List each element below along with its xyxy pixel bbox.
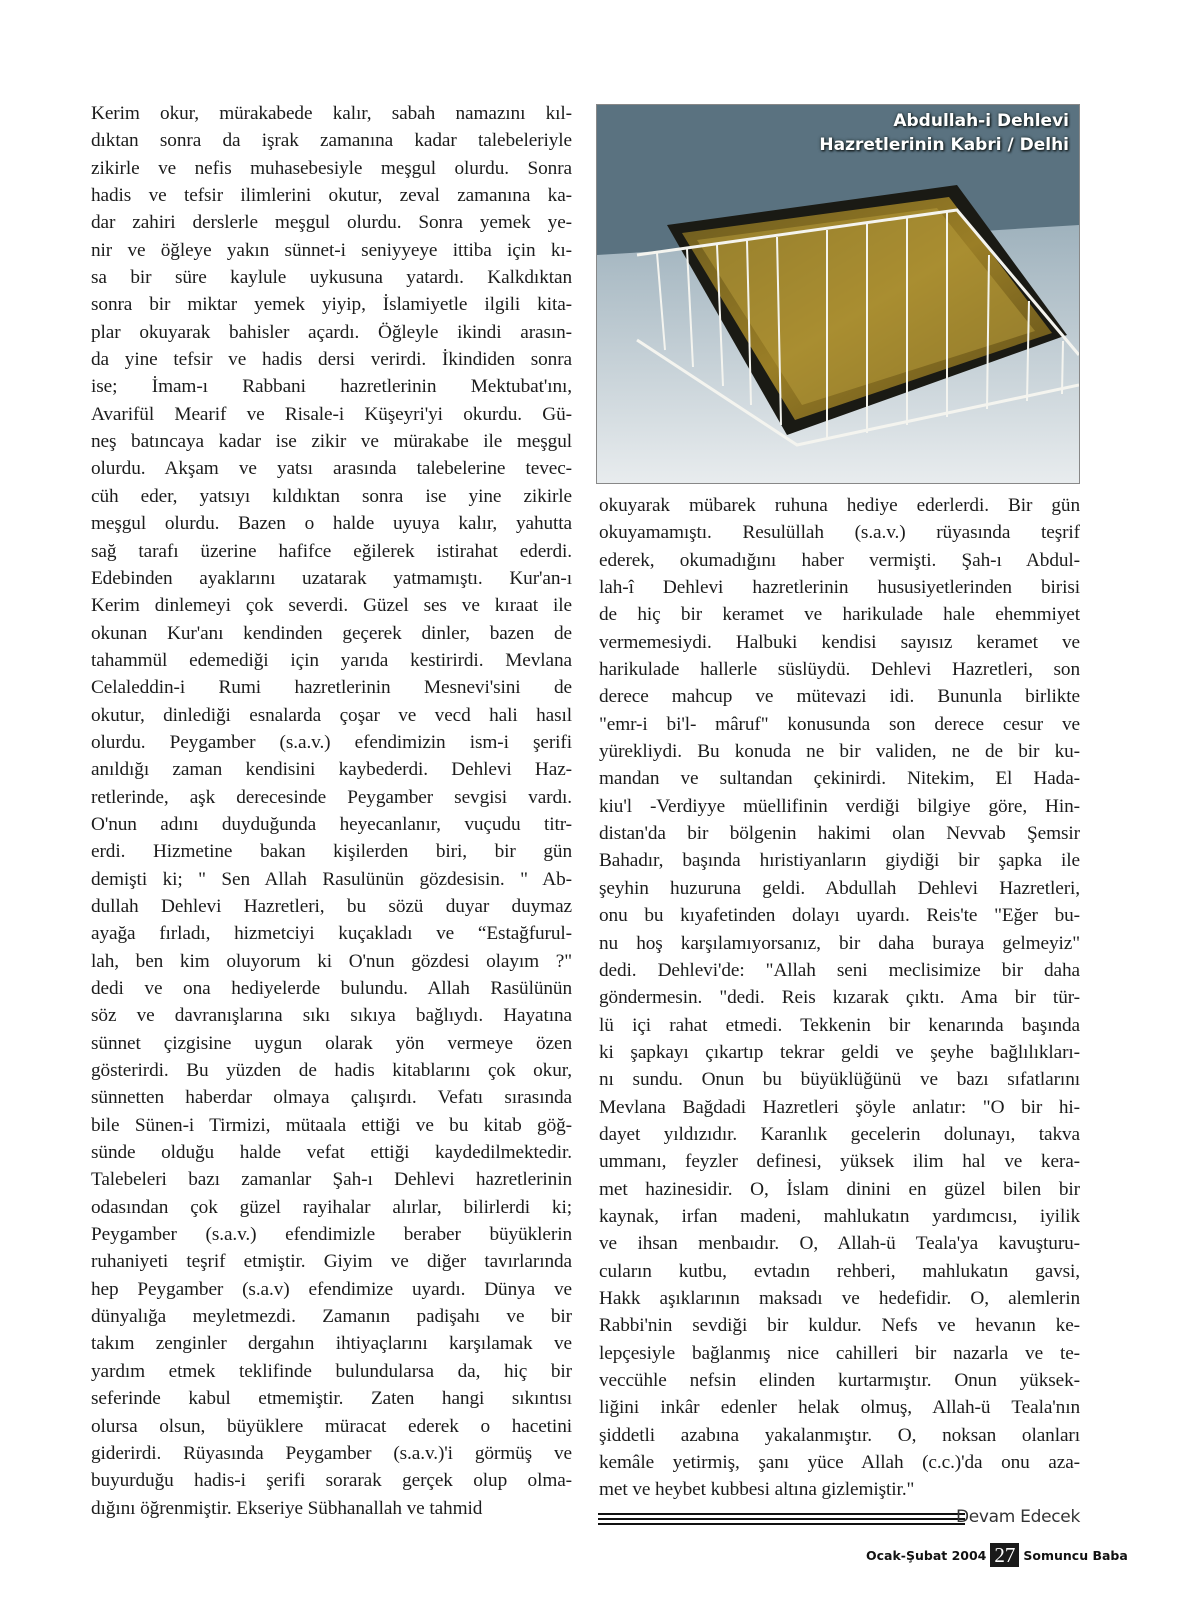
magazine-name: Somuncu Baba: [1023, 1547, 1128, 1563]
text-line: odasından çok güzel rayihalar alırlar, bilirlerdi ki;: [91, 1196, 572, 1218]
text-line: mandan ve sultandan çekinirdi. Nitekim, El Hada-: [599, 768, 1080, 790]
text-line: liğini inkâr edenler helak olmuş, Allah-ü Teala'nın: [599, 1397, 1080, 1419]
text-line: Rabbi'nin sevdiği bir kuldur. Nefs ve hevanın ke-: [599, 1315, 1080, 1337]
article-left-column: [91, 100, 572, 1522]
text-line: lah, ben kim oluyorum ki O'nun gözdesi olayım ?": [91, 950, 572, 972]
divider-rule: [598, 1513, 965, 1515]
text-line: seferinde kabul etmemiştir. Zaten hangi sıkıntısı: [91, 1388, 572, 1410]
text-line: ayağa fırladı, hizmetciyi kuçakladı ve “Estağfurul-: [91, 923, 572, 945]
photo-caption: [819, 109, 1069, 157]
text-line: dedi. Dehlevi'de: "Allah seni meclisimize bir daha: [599, 959, 1080, 981]
text-line: nu hoş karşılamıyorsanız, bir daha buraya gelmeyiz": [599, 932, 1080, 954]
tomb-illustration: [597, 105, 1079, 483]
text-line: Talebeleri bazı zamanlar Şah-ı Dehlevi hazretlerinin: [91, 1169, 572, 1191]
text-line: meşgul olurdu. Bazen o halde uyuya kalır, yahutta: [91, 513, 572, 535]
text-line: Mevlana Bağdadi Hazretleri şöyle anlatır: "O bir hi-: [599, 1096, 1080, 1118]
text-line: ve ihsan menbaıdır. O, Allah-ü Teala'ya kavuşturu-: [599, 1233, 1080, 1255]
text-line: lü içi rahat etmedi. Tekkenin bir kenarında başında: [599, 1014, 1080, 1036]
text-line: okuyarak mübarek ruhuna hediye ederlerdi. Bir gün: [599, 495, 1080, 516]
text-line: lah-î Dehlevi hazretlerinin hususiyetlerinden birisi: [599, 577, 1080, 599]
text-line: tahammül edemediği için yarıda kestirirdi. Mevlana: [91, 649, 572, 671]
text-line: şeyhin huzuruna geldi. Abdullah Dehlevi Hazretleri,: [599, 877, 1080, 899]
text-line: retlerinde, aşk derecesinde Peygamber sevgisi vardı.: [91, 786, 572, 808]
text-line: Kerim okur, mürakabede kalır, sabah namazını kıl-: [91, 103, 572, 124]
text-line: ki şapkayı çıkartıp tekrar geldi ve şeyhe bağlılıkları-: [599, 1041, 1080, 1063]
text-line: söz ve davranışlarına sıkı sıkıya bağlıydı. Hayatına: [91, 1005, 572, 1027]
text-line: zikirle ve nefis muhasebesiyle meşgul olurdu. Sonra: [91, 157, 572, 179]
text-line: dedi ve ona hediyelerde bulundu. Allah Rasülünün: [91, 978, 572, 999]
text-line: takım zenginler dergahın ihtiyaçlarını karşılamak ve: [91, 1333, 572, 1355]
text-line: derece mahcup ve mütevazi idi. Bununla birlikte: [599, 686, 1080, 708]
text-line: harikulade hallerle süslüydü. Dehlevi Hazretleri, son: [599, 659, 1080, 681]
text-line: olursa olsun, büyüklere müracat ederek o hacetini: [91, 1415, 572, 1437]
continued-label: Devam Edecek: [955, 1507, 1080, 1527]
text-line: ederek, okumadığını haber vermişti. Şah-ı Abdul-: [599, 549, 1080, 571]
text-line: veccühle nefsin elinden kurtarmıştır. Onun yüksek-: [599, 1370, 1080, 1391]
issue-date: Ocak-Şubat 2004: [866, 1547, 987, 1563]
text-line: distan'da bir bölgenin hakimi olan Nevvab Şemsir: [599, 823, 1080, 845]
text-line: sa bir süre kaylule uykusuna yatardı. Kalkdıktan: [91, 267, 572, 289]
text-line: bile Sünen-i Tirmizi, mütaala ettiği ve bu kitab göğ-: [91, 1114, 572, 1136]
text-line: dayet yıldızıdır. Karanlık gecelerin dolunayı, takva: [599, 1123, 1080, 1145]
text-line: dar zahiri derslerle meşgul olurdu. Sonra yemek ye-: [91, 212, 572, 234]
text-line: Peygamber (s.a.v.) efendimizle beraber büyüklerin: [91, 1224, 572, 1246]
text-line: vermemesiydi. Halbuki kendisi sayısız keramet ve: [599, 631, 1080, 653]
text-line: kiu'l -Verdiyye müellifinin verdiği bilgiye göre, Hin-: [599, 795, 1080, 817]
text-line: sünnet çizgisine uygun olarak yön vermeye özen: [91, 1032, 572, 1054]
page-footer: [866, 1543, 1128, 1567]
text-line: sünnetten haberdar olmaya çalışırdı. Vefatı sırasında: [91, 1087, 572, 1109]
text-line: kaynak, irfan madeni, mahlukatın yardımcısı, iyilik: [599, 1205, 1080, 1227]
text-line: şiddetli azabına yakalanmıştır. O, noksan olanları: [599, 1424, 1080, 1446]
text-line: dığını öğrenmiştir. Ekseriye Sübhanallah ve tahmid: [91, 1497, 483, 1519]
continued-marker: [598, 1507, 1080, 1531]
text-line: gösterirdi. Bu yüzden de hadis kitablarını çok okur,: [91, 1060, 572, 1082]
text-line: dıktan sonra da işrak zamanına kadar talebeleriyle: [91, 130, 572, 152]
text-line: ummanı, feyzler definesi, yüksek ilim hal ve kera-: [599, 1151, 1080, 1173]
text-line: sünde olduğu halde vefat ettiği kaydedilmektedir.: [91, 1142, 572, 1164]
page-number: 27: [990, 1543, 1019, 1567]
text-line: dünyalığa meyletmezdi. Zamanın padişahı ve bir: [91, 1306, 572, 1328]
text-line: lepçesiyle bağlanmış nice cahilleri bir nazarla ve te-: [599, 1342, 1080, 1364]
text-line: "emr-i bi'l- mâruf" konusunda son derece cesur ve: [599, 713, 1080, 735]
text-line: olurdu. Akşam ve yatsı arasında talebelerine tevec-: [91, 458, 572, 480]
text-line: sağ tarafı üzerine hafifce eğilerek istirahat ederdi.: [91, 540, 572, 562]
text-line: Kerim dinlemeyi çok severdi. Güzel ses ve kıraat ile: [91, 595, 572, 617]
text-line: cüh eder, yatsıyı kıldıktan sonra ise yine zikirle: [91, 485, 572, 507]
text-line: ise; İmam-ı Rabbani hazretlerinin Mektubat'ını,: [91, 376, 572, 398]
text-line: Avarifül Mearif ve Risale-i Küşeyri'yi okurdu. Gü-: [91, 403, 572, 425]
text-line: hadis ve tefsir ilimlerini okutur, zeval zamanına ka-: [91, 185, 572, 207]
text-line: Edebinden ayaklarını uzatarak yatmamıştı. Kur'an-ı: [91, 567, 572, 589]
text-line: erdi. Hizmetine bakan kişilerden biri, bir gün: [91, 841, 572, 863]
text-line: met hazinesidir. O, İslam dinini en güzel bilen bir: [599, 1178, 1080, 1200]
text-line: hep Peygamber (s.a.v) efendimize uyardı. Dünya ve: [91, 1278, 572, 1300]
text-line: nir ve öğleye yakın sünnet-i seniyyeye ittiba için kı-: [91, 239, 572, 261]
text-line: olurdu. Peygamber (s.a.v.) efendimizin ism-i şerifi: [91, 731, 572, 753]
photo-caption-line1: Abdullah-i Dehlevi: [893, 111, 1069, 131]
text-line: plar okuyarak bahisler açardı. Öğleyle ikindi arasın-: [91, 321, 572, 343]
text-line: neş batıncaya kadar ise zikir ve mürakabe ile meşgul: [91, 431, 572, 453]
text-line: okutur, dinlediği esnalarda çoşar ve vecd hali hasıl: [91, 704, 572, 726]
text-line: buyurduğu hadis-i şerifi sorarak gerçek olup olma-: [91, 1470, 572, 1492]
text-line: okuyamamıştı. Resulüllah (s.a.v.) rüyasında teşrif: [599, 522, 1080, 544]
text-line: da yine tefsir ve hadis dersi verirdi. İkindiden sonra: [91, 349, 572, 371]
text-line: okunan Kur'anı kendinden geçerek dinler, bazen de: [91, 622, 572, 644]
article-right-column: [599, 492, 1080, 1504]
text-line: sonra bir miktar yemek yiyip, İslamiyetle ilgili kita-: [91, 294, 572, 316]
text-line: dullah Dehlevi Hazretleri, bu sözü duyar duymaz: [91, 895, 572, 917]
divider-rule: [598, 1518, 965, 1520]
text-line: ruhaniyeti teşrif etmiştir. Giyim ve diğer tavırlarında: [91, 1251, 572, 1273]
text-line: O'nun adını duyduğunda heyecanlanır, vuçudu titr-: [91, 813, 572, 835]
divider-rule: [598, 1523, 965, 1525]
tomb-photo: [596, 104, 1080, 484]
text-line: kemâle yetirmiş, şanı yüce Allah (c.c.)'da onu aza-: [599, 1452, 1080, 1474]
text-line: demişti ki; " Sen Allah Rasulünün gözdesisin. " Ab-: [91, 868, 572, 890]
text-line: de hiç bir keramet ve harikulade hale ehemmiyet: [599, 604, 1080, 626]
photo-caption-line2: Hazretlerinin Kabri / Delhi: [819, 135, 1069, 155]
text-line: met ve heybet kubbesi altına gizlemiştir.": [599, 1479, 915, 1501]
text-line: Hakk aşıklarının maksadı ve hedefidir. O, alemlerin: [599, 1287, 1080, 1309]
text-line: göndermesin. "dedi. Reis kızarak çıktı. Ama bir tür-: [599, 987, 1080, 1009]
text-line: Bahadır, başında hıristiyanların giydiği bir şapka ile: [599, 850, 1080, 872]
text-line: onu bu kıyafetinden dolayı uyardı. Reis'te "Eğer bu-: [599, 905, 1080, 927]
text-line: yardım etmek teklifinde bulundularsa da, hiç bir: [91, 1360, 572, 1382]
text-line: giderirdi. Rüyasında Peygamber (s.a.v.)'i görmüş ve: [91, 1442, 572, 1464]
text-line: yürekliydi. Bu konuda ne bir validen, ne de bir ku-: [599, 741, 1080, 763]
text-line: anıldığı zaman kendisini kaybederdi. Dehlevi Haz-: [91, 759, 572, 781]
text-line: Celaleddin-i Rumi hazretlerinin Mesnevi'sini de: [91, 677, 572, 699]
text-line: cuların kutbu, evtadın rehberi, mahlukatın gavsi,: [599, 1260, 1080, 1282]
text-line: nı sundu. Onun bu büyüklüğünü ve bazı sıfatlarını: [599, 1069, 1080, 1091]
